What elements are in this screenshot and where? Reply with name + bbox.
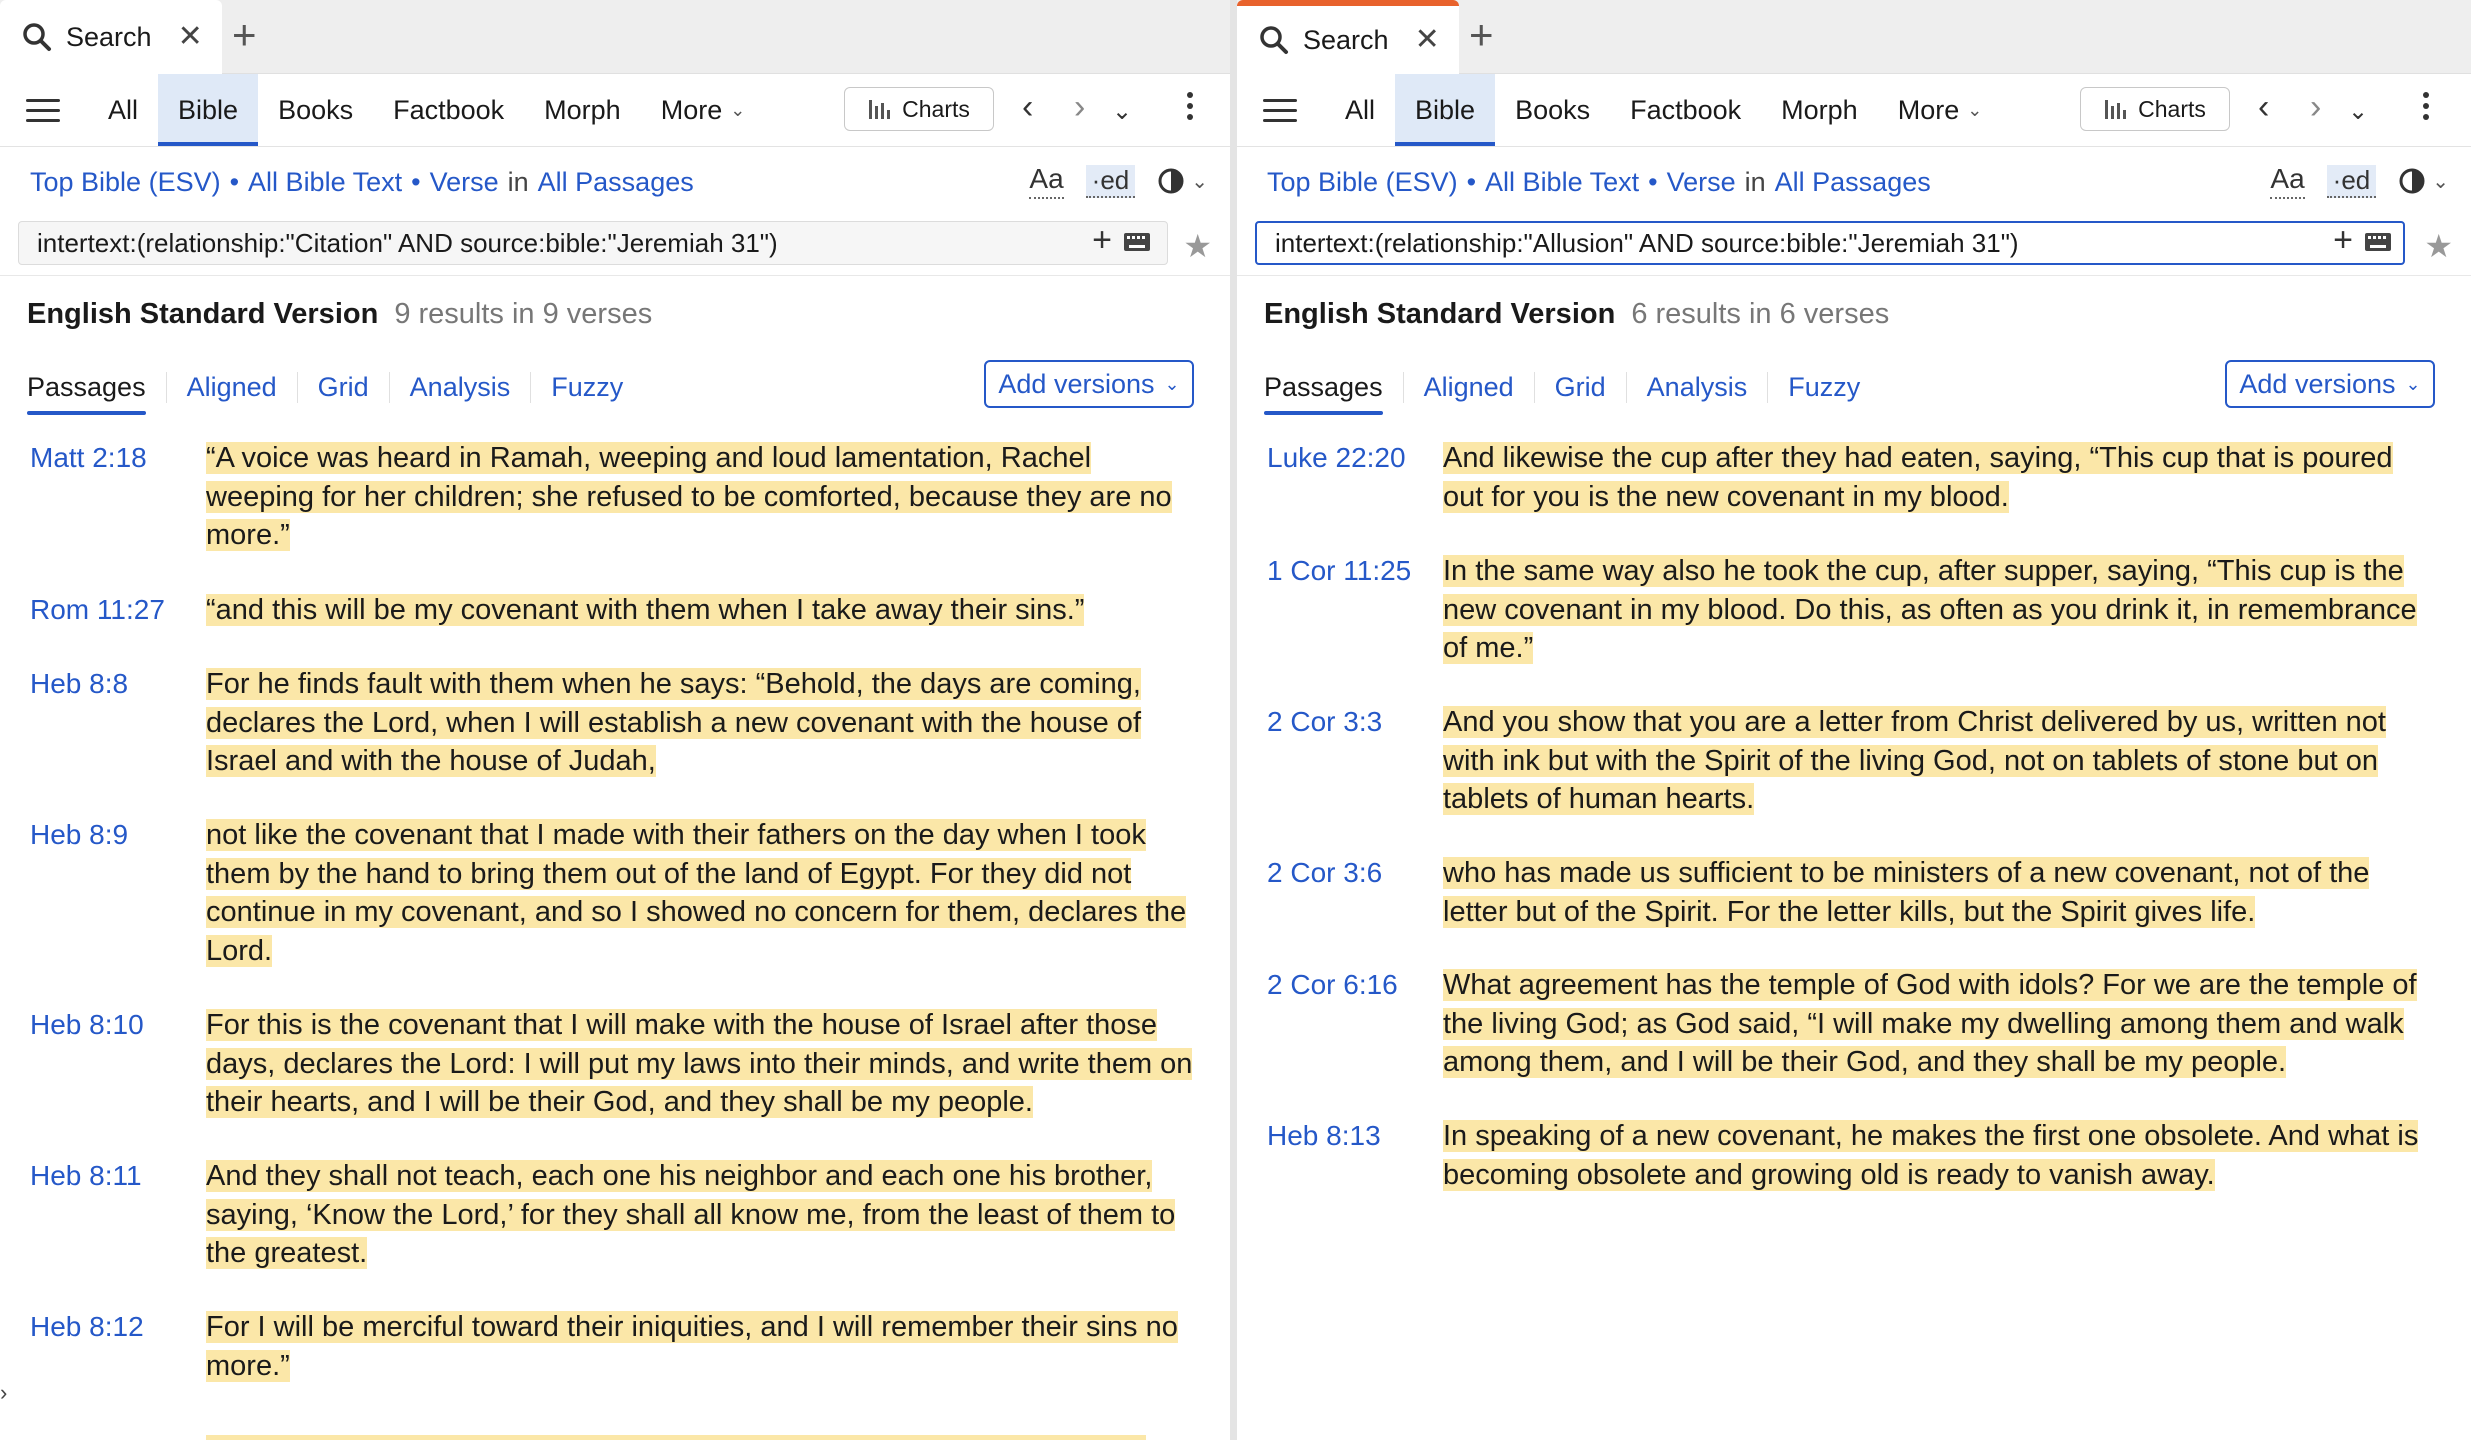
tab-label: Search bbox=[66, 21, 152, 52]
chevron-down-icon: ⌄ bbox=[730, 99, 746, 120]
bar-chart-icon bbox=[868, 98, 892, 120]
search-kind-tabs bbox=[1325, 74, 2002, 146]
keyboard-icon[interactable] bbox=[2365, 233, 2391, 256]
tab-factbook[interactable]: Factbook bbox=[1630, 94, 1742, 125]
verse-text-highlight: For this is the covenant that I will make with the house of Israel after those days, declares the Lord: I will put my laws into their minds, and write them on their hearts, and I will be their God, and they shall be my people. bbox=[206, 1009, 1193, 1118]
verse-reference-link[interactable]: Luke 22:20 bbox=[1267, 442, 1406, 473]
version-name: English Standard Version bbox=[27, 297, 379, 330]
result-row bbox=[1237, 439, 2471, 516]
contrast-icon bbox=[1157, 167, 1185, 195]
history-chevron-down-icon[interactable]: ⌄ bbox=[1112, 98, 1133, 125]
back-icon[interactable]: ‹ bbox=[2258, 88, 2270, 126]
result-row bbox=[1237, 966, 2471, 1082]
charts-button[interactable] bbox=[844, 87, 994, 131]
verse-reference-link[interactable]: 1 Cor 11:25 bbox=[1267, 555, 1412, 586]
chevron-down-icon: ⌄ bbox=[1191, 170, 1208, 193]
verse-text bbox=[1443, 703, 2433, 819]
tab-all[interactable]: All bbox=[108, 94, 139, 125]
tab-strip bbox=[0, 0, 1230, 74]
tab-aligned[interactable]: Aligned bbox=[166, 372, 297, 403]
add-versions-label: Add versions bbox=[2239, 368, 2396, 399]
verse-text-highlight: In the same way also he took the cup, after supper, saying, “This cup is the new covenant in my blood. Do this, as often as you drink it, in remembrance of me.” bbox=[1443, 555, 2417, 664]
toolbar bbox=[1237, 74, 2471, 147]
verse-text bbox=[206, 816, 1196, 970]
query-text: intertext:(relationship:"Allusion" AND source:bible:"Jeremiah 31") bbox=[1275, 227, 2019, 258]
scope-resource-link[interactable]: Top Bible (ESV) bbox=[1267, 166, 1458, 197]
search-input[interactable] bbox=[18, 221, 1168, 265]
result-row bbox=[0, 1006, 1230, 1122]
tab-strip bbox=[1237, 0, 2471, 74]
chevron-down-icon: ⌄ bbox=[1164, 373, 1180, 394]
tab-analysis[interactable]: Analysis bbox=[389, 372, 531, 403]
verse-text-highlight: For he finds fault with them when he says: “Behold, the days are coming, declares the Lord, when I will establish a new covenant with the house of Israel and with the house of Judah, bbox=[206, 668, 1141, 777]
verse-text bbox=[1443, 854, 2433, 931]
tab-search[interactable] bbox=[1237, 0, 1459, 74]
result-row bbox=[0, 665, 1230, 781]
scope-in-label: in bbox=[507, 166, 529, 197]
verse-reference-link[interactable]: Heb 8:9 bbox=[30, 819, 129, 850]
theme-menu[interactable] bbox=[1157, 167, 1208, 195]
verse-reference-link[interactable]: Matt 2:18 bbox=[30, 442, 147, 473]
scope-range-link[interactable]: All Passages bbox=[537, 166, 694, 197]
results-header bbox=[1237, 275, 2471, 352]
search-icon bbox=[1259, 25, 1289, 55]
result-row-partial bbox=[0, 1427, 1230, 1440]
kebab-menu-icon[interactable] bbox=[2423, 92, 2429, 120]
chevron-down-icon: ⌄ bbox=[2405, 373, 2421, 394]
verse-text-highlight: And likewise the cup after they had eaten, saying, “This cup that is poured out for you is the new covenant in my blood. bbox=[1443, 442, 2393, 513]
search-input[interactable] bbox=[1255, 221, 2405, 265]
query-text: intertext:(relationship:"Citation" AND source:bible:"Jeremiah 31") bbox=[37, 227, 778, 258]
star-icon[interactable]: ★ bbox=[1183, 228, 1212, 264]
scope-separator: • bbox=[411, 166, 421, 197]
verse-reference-link[interactable]: 2 Cor 3:3 bbox=[1267, 706, 1383, 737]
verse-text bbox=[1443, 439, 2433, 516]
verse-reference-link[interactable]: Heb 8:13 bbox=[1267, 1120, 1381, 1151]
kebab-menu-icon[interactable] bbox=[1187, 92, 1193, 120]
chevron-down-icon: ⌄ bbox=[1967, 99, 1983, 120]
tab-more[interactable] bbox=[641, 74, 766, 146]
tab-morph[interactable]: Morph bbox=[544, 94, 621, 125]
charts-button[interactable] bbox=[2080, 87, 2230, 131]
tab-label: Search bbox=[1303, 24, 1389, 55]
result-row bbox=[1237, 854, 2471, 931]
verse-reference-link[interactable]: Heb 8:12 bbox=[30, 1311, 144, 1342]
contrast-icon bbox=[2398, 167, 2426, 195]
close-icon[interactable]: ✕ bbox=[1414, 23, 1440, 56]
verse-text bbox=[206, 1157, 1196, 1273]
search-scope bbox=[1237, 147, 2471, 217]
scope-text-link[interactable]: All Bible Text bbox=[1485, 166, 1640, 197]
tab-passages[interactable]: Passages bbox=[27, 372, 166, 403]
back-icon[interactable]: ‹ bbox=[1022, 88, 1034, 126]
scope-unit-link[interactable]: Verse bbox=[429, 166, 499, 197]
verse-text-highlight: “A voice was heard in Ramah, weeping and loud lamentation, Rachel weeping for her children; she refused to be comforted, because they are no more.” bbox=[206, 442, 1172, 551]
tab-fuzzy[interactable]: Fuzzy bbox=[1767, 372, 1880, 403]
tab-more[interactable] bbox=[1878, 74, 2003, 146]
search-kind-tabs bbox=[88, 74, 765, 146]
tab-all[interactable]: All bbox=[1345, 94, 1376, 125]
verse-reference-link[interactable]: Heb 8:11 bbox=[30, 1160, 142, 1191]
result-row bbox=[0, 816, 1230, 970]
search-panel-left bbox=[0, 0, 1230, 1440]
tab-search[interactable] bbox=[0, 0, 222, 74]
verse-text-highlight: In speaking of a new covenant, he makes the first one obsolete. And what is becoming obsolete and growing old is ready to vanish away. bbox=[1443, 1120, 2419, 1191]
scope-separator: • bbox=[1648, 166, 1658, 197]
star-icon[interactable]: ★ bbox=[2424, 228, 2453, 264]
search-scope bbox=[0, 147, 1230, 217]
add-versions-button[interactable] bbox=[2225, 360, 2435, 408]
bar-chart-icon bbox=[2104, 98, 2128, 120]
chevron-down-icon: ⌄ bbox=[2432, 170, 2449, 193]
verse-text-highlight: not like the covenant that I made with their fathers on the day when I took them by the hand to bring them out of the land of Egypt. For they did not continue in my covenant, and so I showed no concern for them, declares the Lord. bbox=[206, 819, 1187, 967]
keyboard-icon[interactable] bbox=[1124, 233, 1150, 256]
verse-text bbox=[1443, 966, 2433, 1082]
tab-bible[interactable]: Bible bbox=[1395, 74, 1495, 146]
tab-passages[interactable]: Passages bbox=[1264, 372, 1403, 403]
view-tabs bbox=[1237, 352, 2471, 422]
result-count: 6 results in 6 verses bbox=[1631, 297, 1890, 330]
verse-text bbox=[206, 1006, 1196, 1122]
display-tools bbox=[2270, 163, 2449, 199]
add-versions-label: Add versions bbox=[998, 368, 1155, 399]
results-header bbox=[0, 275, 1230, 352]
verse-text bbox=[206, 1308, 1196, 1385]
chevron-right-icon[interactable]: › bbox=[0, 1380, 8, 1405]
query-row bbox=[1237, 217, 2471, 275]
add-term-plus-icon[interactable]: + bbox=[1092, 221, 1112, 259]
result-row bbox=[0, 1308, 1230, 1385]
view-tabs bbox=[0, 352, 1230, 422]
scope-separator: • bbox=[229, 166, 240, 197]
add-versions-button[interactable] bbox=[984, 360, 1194, 408]
tab-books[interactable]: Books bbox=[278, 94, 354, 125]
tab-aligned[interactable]: Aligned bbox=[1403, 372, 1534, 403]
forward-icon[interactable]: › bbox=[1074, 88, 1086, 126]
forward-icon[interactable]: › bbox=[2310, 88, 2322, 126]
tab-grid[interactable]: Grid bbox=[297, 372, 389, 403]
verse-text-highlight: And they shall not teach, each one his neighbor and each one his brother, saying, ‘Know the Lord,’ for they shall all know me, from the least of them to the greatest. bbox=[206, 1160, 1176, 1269]
result-row bbox=[1237, 703, 2471, 819]
tab-books[interactable]: Books bbox=[1515, 94, 1591, 125]
verse-reference-link[interactable]: Heb 8:10 bbox=[30, 1009, 144, 1040]
add-term-plus-icon[interactable]: + bbox=[2333, 221, 2353, 259]
result-row bbox=[1237, 552, 2471, 668]
new-tab-plus-icon[interactable]: + bbox=[232, 11, 257, 58]
result-row bbox=[0, 439, 1230, 555]
font-size-button[interactable]: Aa bbox=[1029, 163, 1063, 199]
close-icon[interactable]: ✕ bbox=[177, 20, 203, 53]
query-row bbox=[0, 217, 1230, 275]
scope-resource-link[interactable]: Top Bible (ESV) bbox=[30, 166, 221, 197]
verse-text-cutoff bbox=[206, 1427, 1196, 1440]
verse-reference-link[interactable]: Heb 8:8 bbox=[30, 668, 129, 699]
verse-text-highlight: What agreement has the temple of God with idols? For we are the temple of the living God; as God said, “I will make my dwelling among them and walk among them, and I will be their God, and they shall be my people. bbox=[1443, 969, 2417, 1078]
tab-analysis[interactable]: Analysis bbox=[1626, 372, 1768, 403]
tab-fuzzy[interactable]: Fuzzy bbox=[530, 372, 643, 403]
scope-in-label: in bbox=[1744, 166, 1766, 197]
menu-icon[interactable] bbox=[1263, 74, 1297, 146]
tab-factbook[interactable]: Factbook bbox=[393, 94, 505, 125]
result-count: 9 results in 9 verses bbox=[394, 297, 653, 330]
verse-reference-link[interactable]: 2 Cor 3:6 bbox=[1267, 857, 1383, 888]
theme-menu[interactable] bbox=[2398, 167, 2449, 195]
verse-reference-placeholder bbox=[0, 1427, 206, 1440]
toolbar bbox=[0, 74, 1230, 147]
scope-unit-link[interactable]: Verse bbox=[1666, 166, 1736, 197]
tab-morph[interactable]: Morph bbox=[1781, 94, 1858, 125]
verse-text bbox=[1443, 1117, 2433, 1194]
display-tools bbox=[1029, 163, 1208, 199]
tab-grid[interactable]: Grid bbox=[1534, 372, 1626, 403]
verse-text bbox=[206, 591, 1196, 630]
edition-button[interactable]: ·ed bbox=[1086, 165, 1136, 198]
scope-range-link[interactable]: All Passages bbox=[1774, 166, 1931, 197]
verse-reference-link[interactable]: 2 Cor 6:16 bbox=[1267, 969, 1398, 1000]
scope-text-link[interactable]: All Bible Text bbox=[248, 166, 403, 197]
tab-more-label: More bbox=[660, 94, 723, 125]
verse-reference-link[interactable]: Rom 11:27 bbox=[30, 594, 165, 625]
charts-label: Charts bbox=[2138, 95, 2206, 122]
verse-text bbox=[1443, 552, 2433, 668]
search-icon bbox=[22, 22, 52, 52]
verse-text-highlight bbox=[206, 1435, 1146, 1440]
menu-icon[interactable] bbox=[26, 74, 60, 146]
verse-text-highlight: For I will be merciful toward their iniquities, and I will remember their sins no more.” bbox=[206, 1311, 1178, 1382]
result-row bbox=[1237, 1117, 2471, 1194]
new-tab-plus-icon[interactable]: + bbox=[1469, 11, 1494, 58]
verse-text-highlight: And you show that you are a letter from Christ delivered by us, written not with ink but with the Spirit of the living God, not on tablets of stone but on tablets of human hearts. bbox=[1443, 706, 2386, 815]
font-size-button[interactable]: Aa bbox=[2270, 163, 2304, 199]
verse-text-highlight: “and this will be my covenant with them when I take away their sins.” bbox=[206, 594, 1085, 626]
verse-text bbox=[206, 665, 1196, 781]
charts-label: Charts bbox=[902, 95, 970, 122]
scope-separator: • bbox=[1466, 166, 1477, 197]
version-name: English Standard Version bbox=[1264, 297, 1616, 330]
edition-button[interactable]: ·ed bbox=[2327, 165, 2377, 198]
search-panel-right bbox=[1237, 0, 2471, 1440]
tab-bible[interactable]: Bible bbox=[158, 74, 258, 146]
verse-text-highlight: who has made us sufficient to be ministers of a new covenant, not of the letter but of the Spirit. For the letter kills, but the Spirit gives life. bbox=[1443, 857, 2370, 928]
tab-more-label: More bbox=[1897, 94, 1960, 125]
verse-text bbox=[206, 439, 1196, 555]
result-row bbox=[0, 591, 1230, 630]
result-row bbox=[0, 1157, 1230, 1273]
history-chevron-down-icon[interactable]: ⌄ bbox=[2348, 98, 2369, 125]
